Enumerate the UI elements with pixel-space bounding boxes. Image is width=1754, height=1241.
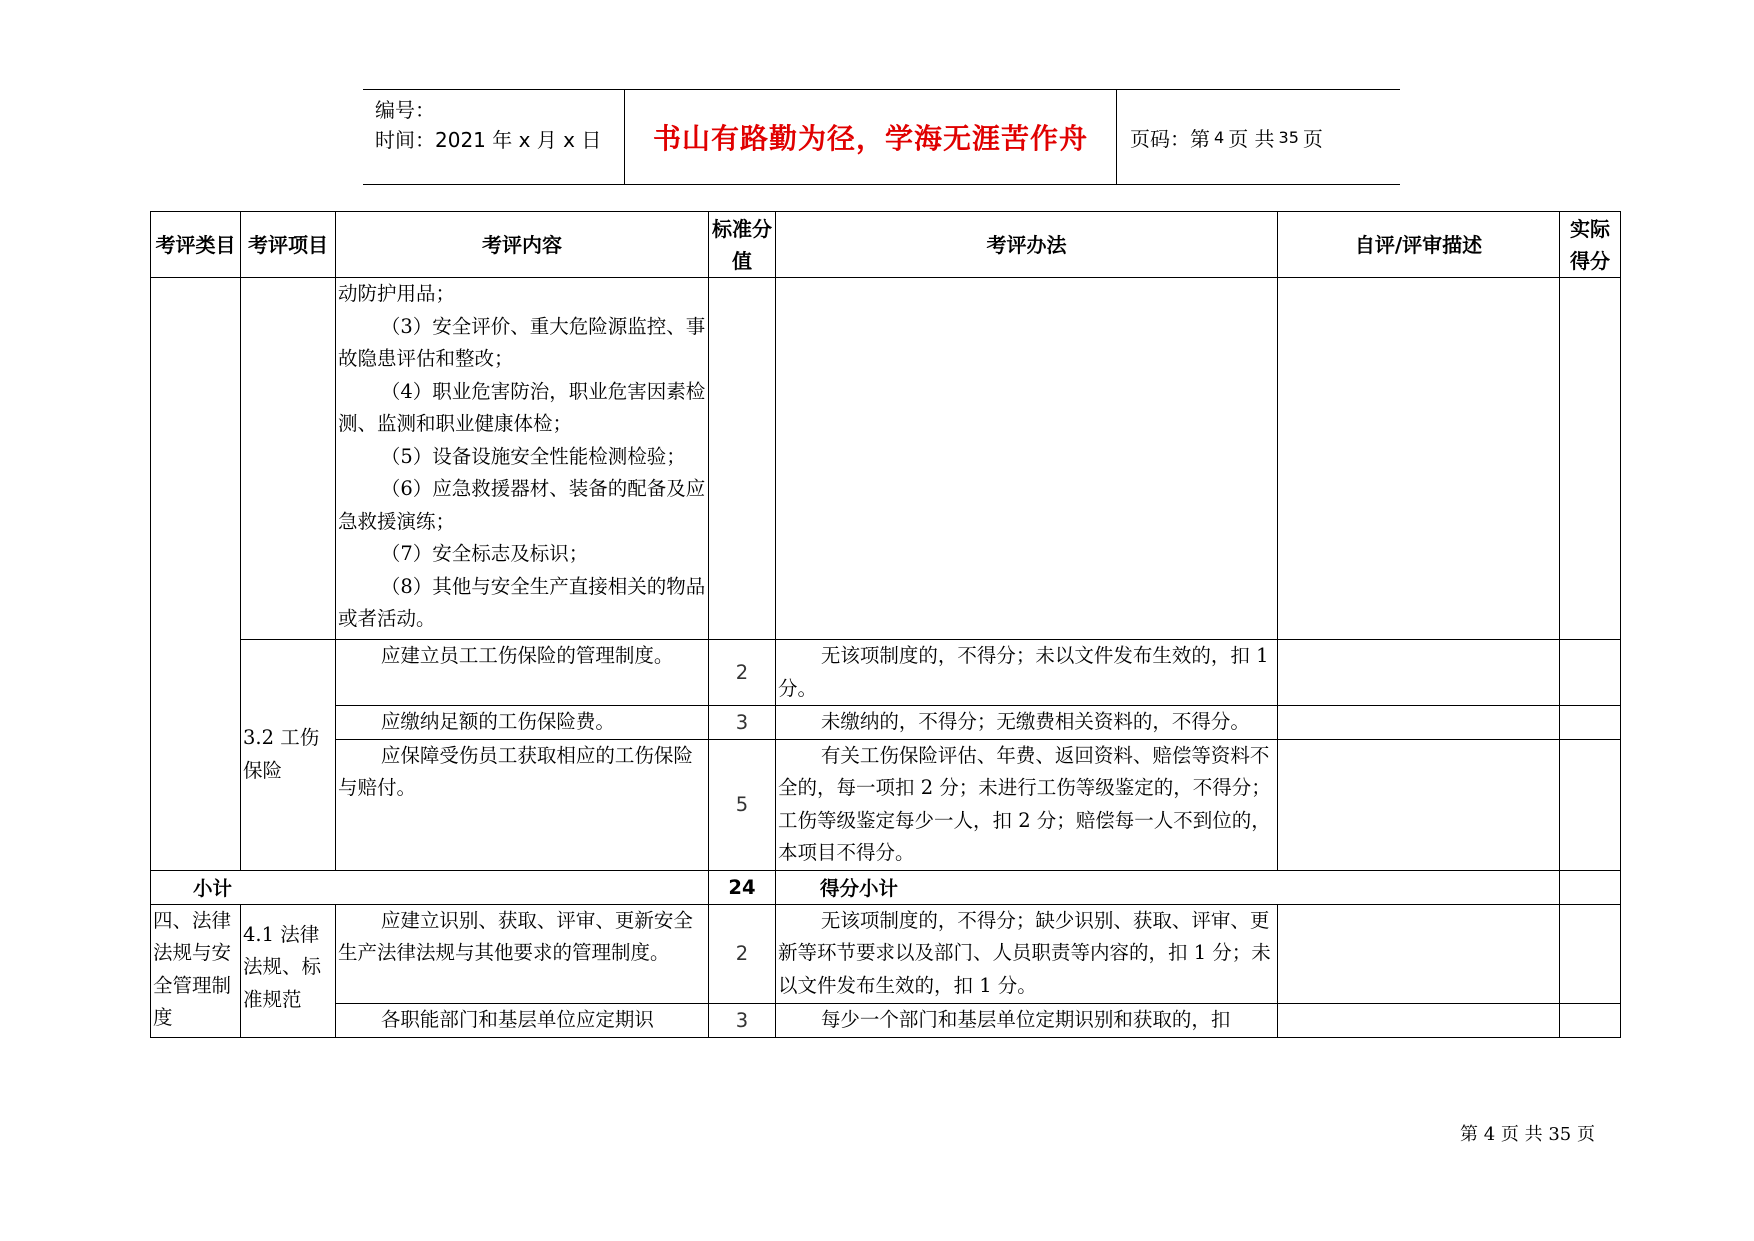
header-description: 自评/评审描述 xyxy=(1278,212,1560,278)
content-line: （4）职业危害防治，职业危害因素检测、监测和职业健康体检； xyxy=(338,379,706,435)
page-prefix: 页码：第 xyxy=(1130,126,1210,151)
score-cell: 2 xyxy=(709,640,776,706)
actual-score-cell xyxy=(1560,706,1621,740)
item-cell xyxy=(241,904,336,1037)
category-cell xyxy=(151,278,241,871)
score-cell: 3 xyxy=(709,1003,776,1037)
method-text: 有关工伤保险评估、年费、返回资料、赔偿等资料不全的，每一项扣 2 分；未进行工伤等级鉴定的，不得分；工伤等级鉴定每少一人，扣 2 分；赔偿每一人不到位的，本项目不得分。 xyxy=(778,743,1271,864)
content-line: （6）应急救援器材、装备的配备及应急救援演练； xyxy=(338,477,706,533)
subtotal-label: 小计 xyxy=(151,870,709,904)
description-cell xyxy=(1278,278,1560,640)
header-content: 考评内容 xyxy=(336,212,709,278)
score-cell: 5 xyxy=(709,739,776,870)
subtotal-method: 得分小计 xyxy=(776,870,1560,904)
description-cell xyxy=(1278,640,1560,706)
content-cell xyxy=(336,278,709,640)
content-text: 应保障受伤员工获取相应的工伤保险与赔付。 xyxy=(338,743,693,799)
header-score: 标准分值 xyxy=(709,212,776,278)
table-row xyxy=(151,739,1621,870)
category-cell xyxy=(151,904,241,1037)
content-line: 动防护用品； xyxy=(338,282,456,305)
content-line: （5）设备设施安全性能检测检验； xyxy=(380,444,686,468)
content-cell xyxy=(336,706,709,740)
method-text: 无该项制度的，不得分；缺少识别、获取、评审、更新等环节要求以及部门、人员职责等内容的，扣 1 分；未以文件发布生效的，扣 1 分。 xyxy=(778,908,1271,997)
method-cell xyxy=(776,278,1278,640)
header-category: 考评类目 xyxy=(151,212,241,278)
table-row xyxy=(151,904,1621,1003)
number-label: 编号： xyxy=(375,98,435,122)
method-cell xyxy=(776,706,1278,740)
header-page-info xyxy=(1117,90,1400,184)
description-cell xyxy=(1278,904,1560,1003)
content-line: （3）安全评价、重大危险源监控、事故隐患评估和整改； xyxy=(338,314,706,370)
score-cell xyxy=(709,278,776,640)
actual-score-cell xyxy=(1560,870,1621,904)
method-cell xyxy=(776,739,1278,870)
item-cell xyxy=(241,278,336,640)
date-label: 时间：2021 年 x 月 x 日 xyxy=(375,128,602,152)
description-cell xyxy=(1278,739,1560,870)
document-header xyxy=(363,89,1400,185)
description-cell xyxy=(1278,706,1560,740)
content-text: 应建立员工工伤保险的管理制度。 xyxy=(380,644,674,667)
category-label: 四、法律法规与安全管理制度 xyxy=(153,908,232,1029)
actual-score-cell xyxy=(1560,904,1621,1003)
method-text: 无该项制度的，不得分；未以文件发布生效的，扣 1 分。 xyxy=(778,644,1269,700)
actual-score-cell xyxy=(1560,640,1621,706)
score-cell: 3 xyxy=(709,706,776,740)
table-row xyxy=(151,1003,1621,1037)
content-cell xyxy=(336,1003,709,1037)
content-cell xyxy=(336,739,709,870)
page-mid: 页 共 xyxy=(1228,126,1275,151)
method-text: 每少一个部门和基层单位定期识别和获取的，扣 xyxy=(820,1007,1231,1031)
content-line: （8）其他与安全生产直接相关的物品或者活动。 xyxy=(338,574,706,630)
item-label: 4.1 法律法规、标准规范 xyxy=(243,922,322,1011)
score-cell: 2 xyxy=(709,904,776,1003)
method-cell xyxy=(776,640,1278,706)
header-meta xyxy=(363,90,625,184)
content-cell xyxy=(336,640,709,706)
page-footer: 第 4 页 共 35 页 xyxy=(1460,1124,1595,1145)
content-text: 各职能部门和基层单位应定期识 xyxy=(380,1007,654,1031)
header-item: 考评项目 xyxy=(241,212,336,278)
subtotal-row xyxy=(151,870,1621,904)
page-number: 4 xyxy=(1214,127,1225,147)
header-method: 考评办法 xyxy=(776,212,1278,278)
content-line: （7）安全标志及标识； xyxy=(380,542,589,565)
table-header-row xyxy=(151,212,1621,278)
page-suffix: 页 xyxy=(1302,126,1323,151)
table-row xyxy=(151,640,1621,706)
evaluation-table xyxy=(150,211,1621,1038)
description-cell xyxy=(1278,1003,1560,1037)
content-text: 应缴纳足额的工伤保险费。 xyxy=(380,710,615,733)
subtotal-value: 24 xyxy=(709,870,776,904)
actual-score-cell xyxy=(1560,278,1621,640)
page-total: 35 xyxy=(1278,127,1299,147)
content-text: 应建立识别、获取、评审、更新安全生产法律法规与其他要求的管理制度。 xyxy=(338,908,693,964)
header-motto: 书山有路勤为径，学海无涯苦作舟 xyxy=(625,90,1117,184)
content-cell xyxy=(336,904,709,1003)
table-row xyxy=(151,706,1621,740)
method-text: 未缴纳的，不得分；无缴费相关资料的，不得分。 xyxy=(820,710,1250,733)
item-cell xyxy=(241,640,336,871)
method-cell xyxy=(776,1003,1278,1037)
item-label: 3.2 工伤保险 xyxy=(243,726,320,782)
actual-score-cell xyxy=(1560,739,1621,870)
method-cell xyxy=(776,904,1278,1003)
actual-score-cell xyxy=(1560,1003,1621,1037)
header-actual-score: 实际得分 xyxy=(1560,212,1621,278)
table-row xyxy=(151,278,1621,640)
